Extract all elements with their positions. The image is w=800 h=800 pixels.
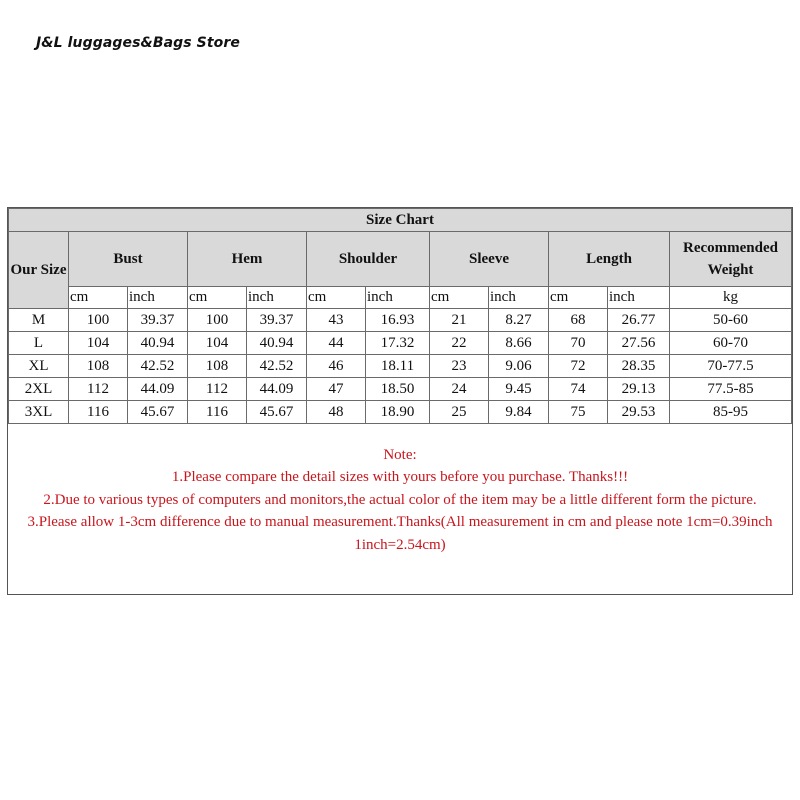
table-cell: 50-60 [670,309,792,332]
unit-cell: kg [670,287,792,309]
header-sleeve: Sleeve [430,232,549,287]
table-row [9,355,792,378]
header-our-size: Our Size [9,232,69,309]
table-cell: 28.35 [608,355,670,378]
unit-cell: cm [69,287,128,309]
unit-cell: cm [307,287,366,309]
table-cell: 9.06 [489,355,549,378]
table-cell: 43 [307,309,366,332]
table-cell: 22 [430,332,489,355]
table-cell: 18.50 [366,378,430,401]
table-cell: 70-77.5 [670,355,792,378]
table-cell: 18.90 [366,401,430,424]
table-cell: 47 [307,378,366,401]
table-cell: 85-95 [670,401,792,424]
header-shoulder: Shoulder [307,232,430,287]
size-cell: M [9,309,69,332]
unit-cell: inch [247,287,307,309]
header-length: Length [549,232,670,287]
unit-cell: cm [188,287,247,309]
table-cell: 104 [69,332,128,355]
table-cell: 112 [69,378,128,401]
table-cell: 9.45 [489,378,549,401]
table-cell: 44.09 [247,378,307,401]
table-cell: 60-70 [670,332,792,355]
unit-cell: inch [366,287,430,309]
table-cell: 40.94 [128,332,188,355]
table-cell: 116 [69,401,128,424]
notes-section [8,444,792,556]
table-cell: 29.53 [608,401,670,424]
table-cell: 42.52 [128,355,188,378]
size-cell: L [9,332,69,355]
store-name: J&L luggages&Bags Store [36,35,240,51]
table-cell: 108 [69,355,128,378]
chart-title: Size Chart [9,209,792,232]
table-cell: 18.11 [366,355,430,378]
note-line: 1.Please compare the detail sizes with yours before you purchase. Thanks!!! [171,469,629,486]
table-cell: 68 [549,309,608,332]
size-chart-table [8,208,792,424]
table-cell: 42.52 [247,355,307,378]
table-cell: 40.94 [247,332,307,355]
table-row [9,332,792,355]
table-cell: 100 [69,309,128,332]
table-cell: 8.66 [489,332,549,355]
header-bust: Bust [69,232,188,287]
table-cell: 17.32 [366,332,430,355]
unit-cell: inch [608,287,670,309]
table-cell: 112 [188,378,247,401]
table-cell: 74 [549,378,608,401]
table-cell: 23 [430,355,489,378]
header-recommended-weight: Recommended Weight [670,232,792,287]
table-cell: 39.37 [128,309,188,332]
table-cell: 9.84 [489,401,549,424]
table-row [9,309,792,332]
table-cell: 24 [430,378,489,401]
table-cell: 45.67 [128,401,188,424]
table-cell: 48 [307,401,366,424]
table-cell: 116 [188,401,247,424]
table-cell: 70 [549,332,608,355]
table-cell: 46 [307,355,366,378]
table-cell: 27.56 [608,332,670,355]
unit-cell: cm [430,287,489,309]
table-cell: 39.37 [247,309,307,332]
table-cell: 100 [188,309,247,332]
table-cell: 25 [430,401,489,424]
note-heading: Note: [383,447,417,463]
table-cell: 104 [188,332,247,355]
table-cell: 21 [430,309,489,332]
note-line: 3.Please allow 1-3cm difference due to manual measurement.Thanks(All measurement in cm and please note 1cm=0.39inch 1inch=2.54cm) [27,514,773,553]
size-cell: 2XL [9,378,69,401]
table-cell: 8.27 [489,309,549,332]
table-row [9,378,792,401]
unit-cell: cm [549,287,608,309]
table-cell: 108 [188,355,247,378]
size-chart [7,207,793,595]
table-cell: 26.77 [608,309,670,332]
unit-cell: inch [489,287,549,309]
table-cell: 44 [307,332,366,355]
header-hem: Hem [188,232,307,287]
unit-cell: inch [128,287,188,309]
table-cell: 45.67 [247,401,307,424]
table-cell: 72 [549,355,608,378]
table-row [9,401,792,424]
table-cell: 44.09 [128,378,188,401]
table-cell: 29.13 [608,378,670,401]
note-line: 2.Due to various types of computers and monitors,the actual color of the item may be a little different form the picture. [43,491,757,508]
table-cell: 16.93 [366,309,430,332]
table-cell: 77.5-85 [670,378,792,401]
size-cell: XL [9,355,69,378]
size-cell: 3XL [9,401,69,424]
table-cell: 75 [549,401,608,424]
